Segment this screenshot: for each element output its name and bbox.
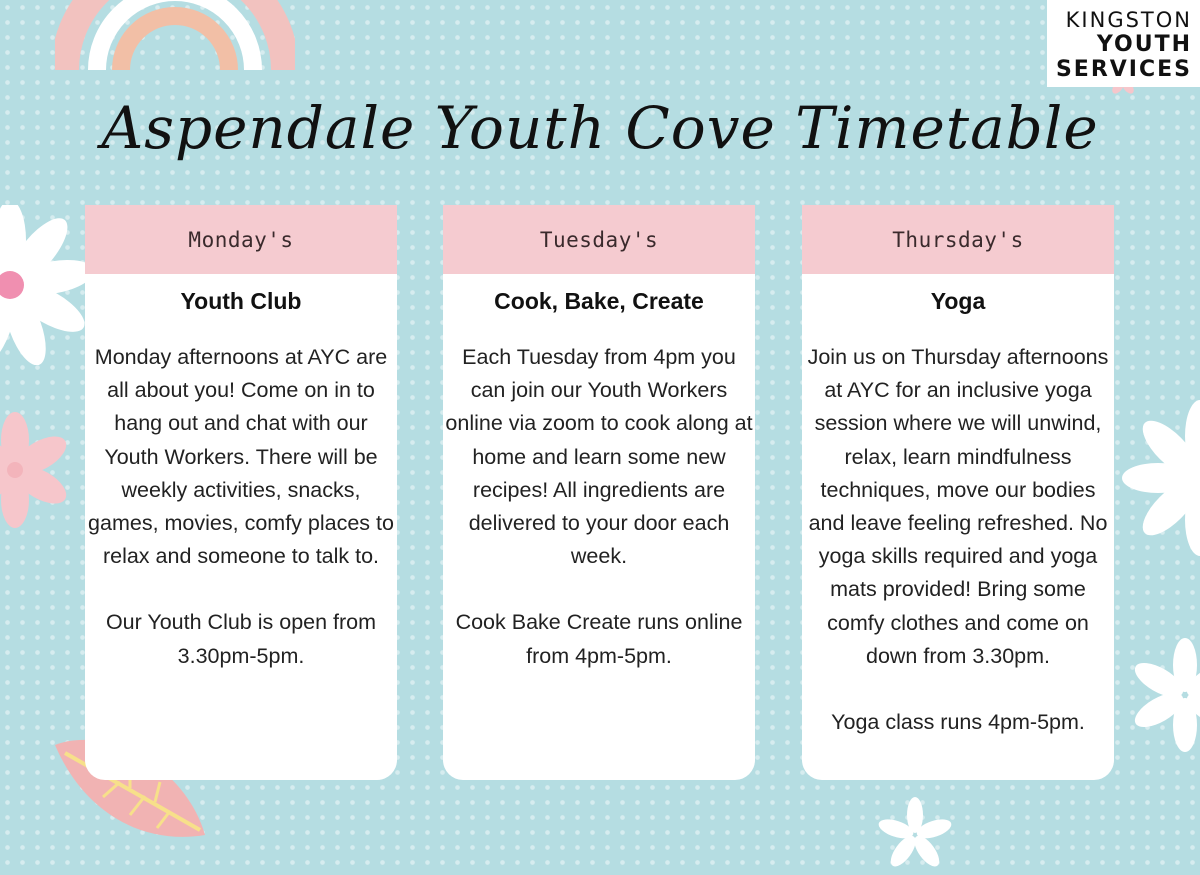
card-session-time: Our Youth Club is open from 3.30pm-5pm. xyxy=(105,610,377,668)
white-flower-decoration xyxy=(1125,635,1200,755)
page-title: Aspendale Youth Cove Timetable xyxy=(101,94,1099,162)
card-activity-title: Cook, Bake, Create xyxy=(494,288,704,314)
card-description: Each Tuesday from 4pm you can join our Youth Workers online via zoom to cook along at home and learn some new recipes! All ingredients are delivered to your door each week. xyxy=(445,345,753,569)
timetable-card-thursday xyxy=(802,205,1114,780)
card-session-time: Cook Bake Create runs online from 4pm-5pm. xyxy=(455,610,743,668)
logo-text-youth: YOUTH xyxy=(1096,32,1192,57)
kingston-youth-services-logo xyxy=(1047,0,1200,87)
card-description: Join us on Thursday afternoons at AYC for an inclusive yoga session where we will unwind, relax, learn mindfulness techniques, move our bodies and leave feeling refreshed. No yoga skills required and yoga mats provided! Bring some comfy clothes and come on down from 3.30pm. xyxy=(807,345,1109,668)
logo-text-kingston: KINGSTON xyxy=(1065,8,1192,32)
card-description: Monday afternoons at AYC are all about you! Come on in to hang out and chat with our Youth Workers. There will be weekly activities, snacks, games, movies, comfy places to relax and someone to talk to. xyxy=(88,345,394,569)
card-day-header: Tuesday's xyxy=(443,205,755,274)
timetable-card-monday xyxy=(85,205,397,780)
card-day-header: Monday's xyxy=(85,205,397,274)
timetable-card-tuesday xyxy=(443,205,755,780)
white-flower-decoration xyxy=(0,205,90,365)
rainbow-decoration xyxy=(55,0,295,70)
card-activity-title: Yoga xyxy=(930,288,986,314)
pink-flower-decoration xyxy=(0,410,75,530)
white-flower-decoration xyxy=(875,795,955,875)
card-session-time: Yoga class runs 4pm-5pm. xyxy=(831,710,1085,735)
card-day-header: Thursday's xyxy=(802,205,1114,274)
white-flower-decoration xyxy=(1120,398,1200,558)
logo-text-services: SERVICES xyxy=(1055,57,1192,82)
card-activity-title: Youth Club xyxy=(180,288,302,314)
